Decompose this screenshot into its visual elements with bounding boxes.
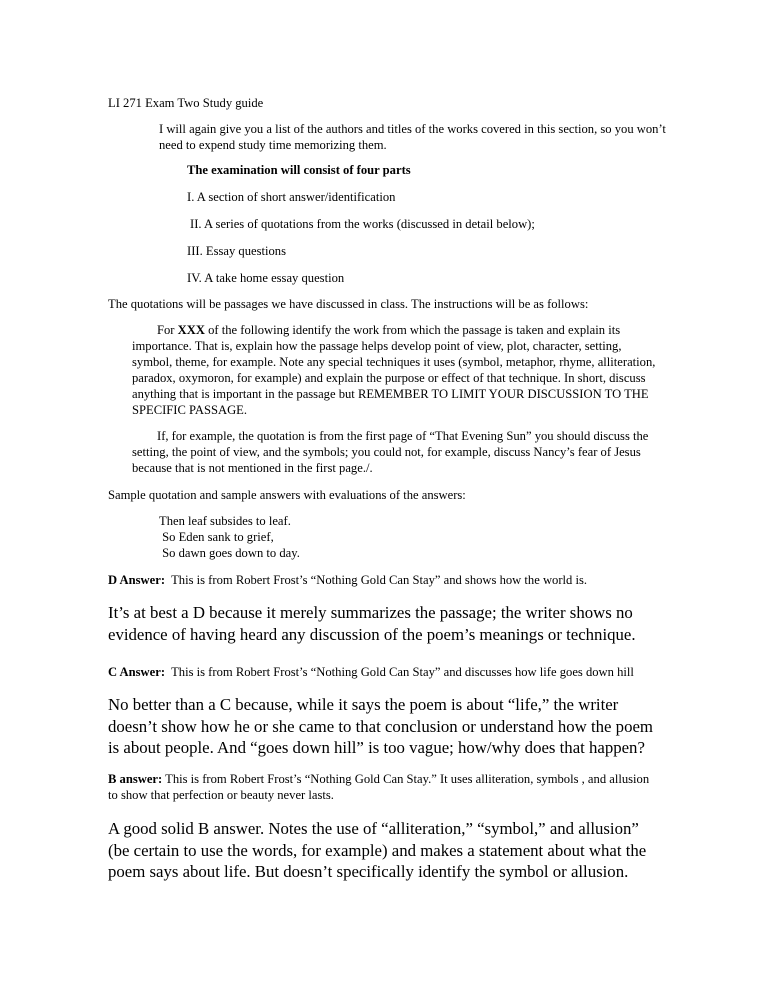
poem-line: So Eden sank to grief, xyxy=(159,530,274,544)
answer-d xyxy=(108,572,587,588)
part-item: II. A series of quotations from the works (discussed in detail below); xyxy=(190,217,535,231)
example-paragraph: If, for example, the quotation is from the first page of “That Evening Sun” you should discuss the setting, the point of view, and the symbols; you could not, for example, discuss Nancy’s fear of Jesus because that is not mentioned in the first page./. xyxy=(132,429,649,475)
answer-label: B answer: xyxy=(108,772,163,786)
answer-evaluation: A good solid B answer. Notes the use of “alliteration,” “symbol,” and allusion” (be certain to use the words, for example) and makes a statement about what the poem says about life. But doesn’t specifically identify the symbol or allusion. xyxy=(108,819,647,881)
answer-label: C Answer: xyxy=(108,665,166,679)
quotations-intro: The quotations will be passages we have discussed in class. The instructions will be as follows: xyxy=(108,297,589,311)
instructions-text: of the following identify the work from which the passage is taken and explain its importance. That is, explain how the passage helps develop point of view, plot, character, setting, symbol, theme, for example. Note any special techniques it uses (symbol, metaphor, rhyme, alliteration, paradox, oxymoron, for example) and explain the purpose or effect of that technique. In short, discuss anything that is important in the passage but REMEMBER TO LIMIT YOUR DISCUSSION TO THE SPECIFIC PASSAGE. xyxy=(132,323,656,417)
document-header: LI 271 Exam Two Study guide xyxy=(108,96,264,110)
part-item: I. A section of short answer/identification xyxy=(187,190,396,204)
answer-text: This is from Robert Frost’s “Nothing Gold Can Stay.” It uses alliteration, symbols , and allusion to show that perfection or beauty never lasts. xyxy=(108,772,650,802)
answer-text: This is from Robert Frost’s “Nothing Gold Can Stay” and discusses how life goes down hill xyxy=(165,665,634,679)
instructions-xxx: XXX xyxy=(177,323,205,337)
parts-heading: The examination will consist of four parts xyxy=(187,163,411,177)
poem-line: So dawn goes down to day. xyxy=(159,546,300,560)
answer-label: D Answer: xyxy=(108,573,166,587)
intro-paragraph: I will again give you a list of the authors and titles of the works covered in this section, so you won’t need to expend study time memorizing them. xyxy=(159,122,666,152)
answer-c xyxy=(108,664,634,680)
sample-intro: Sample quotation and sample answers with evaluations of the answers: xyxy=(108,488,466,502)
part-item: IV. A take home essay question xyxy=(187,271,345,285)
answer-b xyxy=(108,771,660,803)
instructions-paragraph xyxy=(132,322,660,418)
poem-line: Then leaf subsides to leaf. xyxy=(159,514,291,528)
answer-text: This is from Robert Frost’s “Nothing Gold Can Stay” and shows how the world is. xyxy=(165,573,588,587)
answer-evaluation: No better than a C because, while it says the poem is about “life,” the writer doesn’t show how he or she came to that conclusion or understand how the poem is about people. And “goes down hill” is too vague; how/why does that happen? xyxy=(108,695,653,757)
instructions-lead: For xyxy=(157,323,178,337)
part-item: III. Essay questions xyxy=(187,244,286,258)
answer-evaluation: It’s at best a D because it merely summarizes the passage; the writer shows no evidence of having heard any discussion of the poem’s meanings or technique. xyxy=(108,603,636,644)
